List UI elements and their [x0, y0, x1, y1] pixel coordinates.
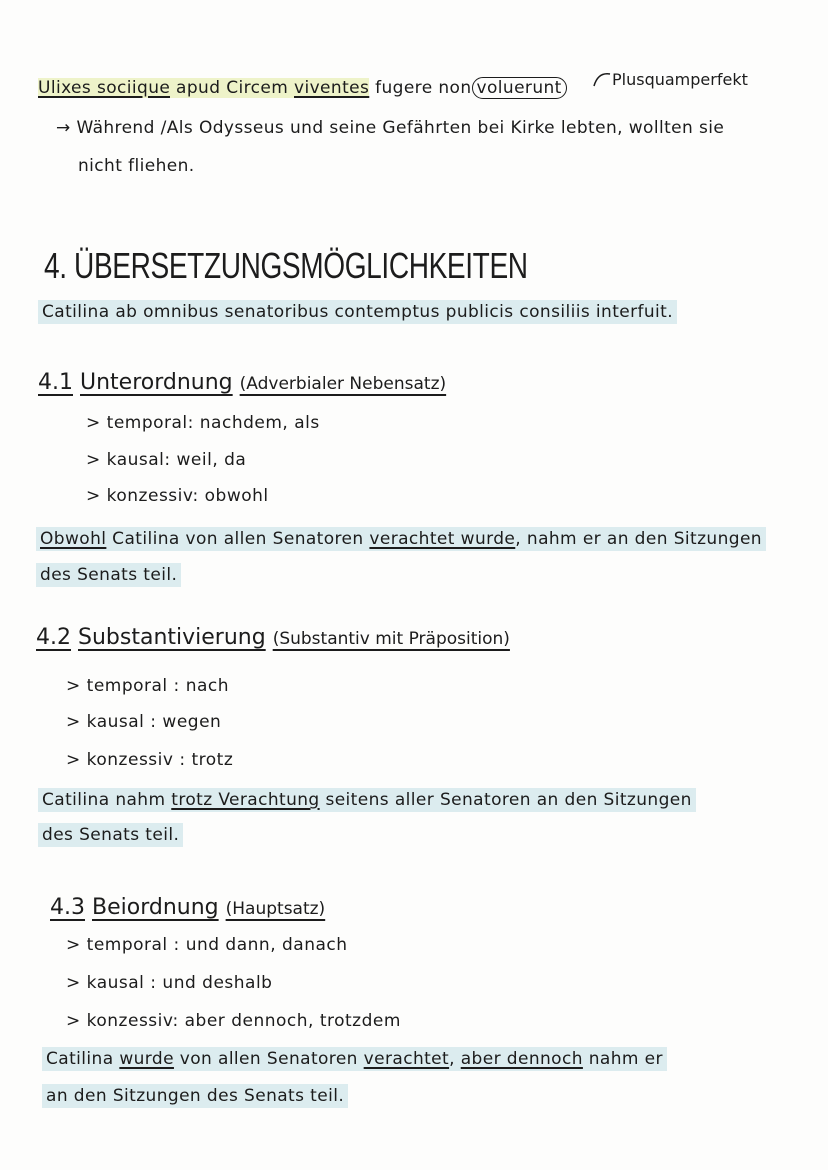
section-4-2-subtitle: (Substantiv mit Präposition): [272, 629, 510, 649]
section-4-2-example-line-2: des Senats teil.: [38, 823, 183, 847]
section-4-3-item-temporal: > temporal : und dann, danach: [66, 935, 348, 955]
example-text: nahm er: [582, 1049, 663, 1069]
section-4-3-example-line-2: an den Sitzungen des Senats teil.: [42, 1084, 348, 1108]
section-4-3-item-kausal: > kausal : und deshalb: [66, 973, 273, 993]
section-4-title: 4. ÜBERSETZUNGSMÖGLICHKEITEN: [44, 245, 528, 286]
example-text: , nahm er an den Sitzungen: [515, 529, 762, 549]
example-text: Catilina von allen Senatoren: [106, 529, 370, 549]
section-4-1-example-line-2: des Senats teil.: [36, 563, 181, 587]
section-4-1-item-konzessiv: > konzessiv: obwohl: [86, 486, 269, 506]
annotation-plusquamperfekt: Plusquamperfekt: [612, 70, 748, 89]
section-4-3-heading: [50, 895, 325, 920]
section-4-2-number: 4.2: [36, 625, 71, 650]
example-text: Catilina: [46, 1049, 120, 1069]
section-4-3-title: Beiordnung: [92, 895, 219, 920]
word-obwohl: Obwohl: [40, 529, 107, 549]
word-ulixes: Ulixes sociique: [38, 78, 171, 98]
word-verachtet-wurde: verachtet wurde: [369, 529, 516, 549]
example-text: ,: [449, 1049, 461, 1069]
section-4-1-subtitle: (Adverbialer Nebensatz): [239, 374, 447, 394]
section-4-2-item-konzessiv: > konzessiv : trotz: [66, 750, 234, 770]
annotation-curve: [592, 68, 612, 88]
latin-example-sentence: [38, 78, 567, 98]
section-4-1-number: 4.1: [38, 370, 73, 395]
section-4-2-heading: [36, 625, 510, 650]
section-4-3-subtitle: (Hauptsatz): [225, 899, 326, 919]
word-apud-circem: apud Circem: [170, 78, 294, 98]
section-4-2-item-kausal: > kausal : wegen: [66, 712, 222, 732]
example-text: Catilina nahm: [42, 790, 172, 810]
section-4-2-title: Substantivierung: [78, 625, 266, 650]
word-viventes: viventes: [294, 78, 370, 98]
translation-line-2: nicht fliehen.: [78, 156, 195, 176]
section-4-3-number: 4.3: [50, 895, 85, 920]
translation-line-1: → Während /Als Odysseus und seine Gefährten bei Kirke lebten, wollten sie: [56, 118, 725, 138]
word-aber-dennoch: aber dennoch: [460, 1049, 583, 1069]
section-4-1-title: Unterordnung: [80, 370, 233, 395]
word-verachtet: verachtet: [363, 1049, 450, 1069]
word-trotz-verachtung: trotz Verachtung: [171, 790, 320, 810]
section-4-1-item-kausal: > kausal: weil, da: [86, 450, 247, 470]
section-4-1-example-line-1: [36, 527, 766, 551]
section-4-3-item-konzessiv: > konzessiv: aber dennoch, trotzdem: [66, 1011, 401, 1031]
word-voluerunt-circled: voluerunt: [472, 77, 567, 99]
section-4-3-example-line-1: [42, 1047, 667, 1071]
section-4-1-heading: [38, 370, 446, 395]
section-4-latin-sentence: Catilina ab omnibus senatoribus contemptus publicis consiliis interfuit.: [38, 300, 677, 324]
section-4-2-item-temporal: > temporal : nach: [66, 676, 230, 696]
example-text: von allen Senatoren: [173, 1049, 364, 1069]
word-fugere: fugere non: [369, 78, 472, 98]
example-text: seitens aller Senatoren an den Sitzungen: [319, 790, 692, 810]
section-4-1-item-temporal: > temporal: nachdem, als: [86, 413, 320, 433]
section-4-2-example-line-1: [38, 788, 696, 812]
word-wurde: wurde: [119, 1049, 174, 1069]
